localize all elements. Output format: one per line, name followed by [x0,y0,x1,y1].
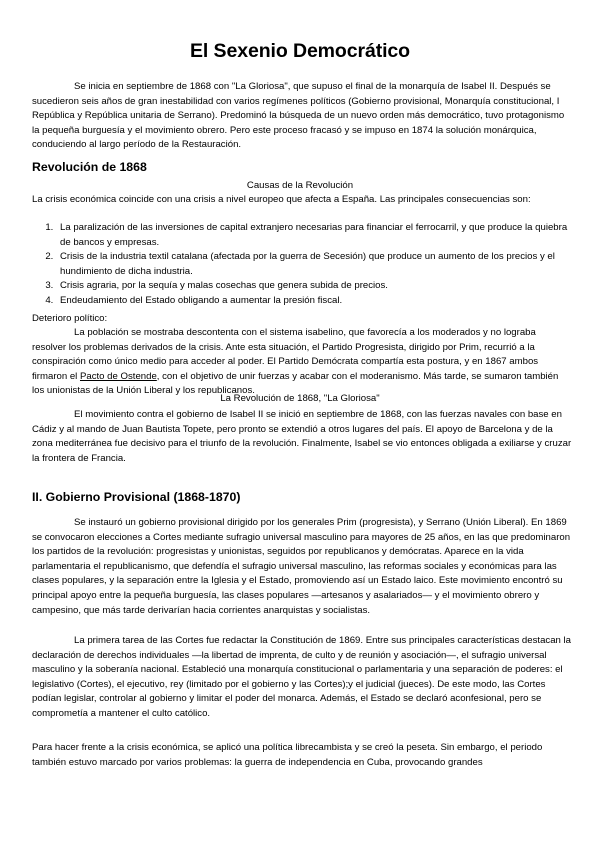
gloriosa-title: La Revolución de 1868, "La Gloriosa" [220,393,380,404]
gobierno-paragraph-1: Se instauró un gobierno provisional dirigido por los generales Prim (progresista), y Serrano (Unión Liberal). En 1869 se convocaron elecciones a Cortes mediante sufragio universal masculino para mayores de 25 años, en las que predominaron los partidos de la revolución: progresistas y unionistas, seguidos por republicanos y demócratas. Aparece en la vida parlamentaria el republicanismo, que defendía el sufragio universal masculino, las reformas sociales y económicas para las clases populares, y la separación entre la Iglesia y el Estado, promoviendo así un Estado laico. Este movimiento encontró su principal apoyo entre la pequeña burguesía, las clases populares —artesanos y asalariados— y el movimiento obrero y campesino, que más tarde derivarían hacia corrientes anarquistas y socialistas. [32,517,571,616]
pacto-ostende-link[interactable]: Pacto de Ostende [79,370,157,382]
intro-paragraph: Se inicia en septiembre de 1868 con "La Gloriosa", que supuso el final de la monarquía de Isabel II. Después se sucedieron seis años de gran inestabilidad con varios regímenes políticos (Gobierno provisional, Monarquía constitucional, I República y República unitaria de Serrano). Predominó la búsqueda de un nuevo orden más democrático, tuvo protagonismo la pequeña burguesía y el movimiento obrero. Pero este proceso fracasó y se impuso en 1874 la solución monárquica, conduciendo al largo período de la Restauración. [32,81,565,151]
section-heading-gobierno-provisional: II. Gobierno Provisional (1868-1870) [32,490,241,504]
list-item: 4. Endeudamiento del Estado obligando a aumentar la presión fiscal. [56,294,572,309]
list-item: 3. Crisis agraria, por la sequía y malas cosechas que genera subida de precios. [56,279,572,294]
deterioro-paragraph [32,326,572,399]
gobierno-paragraph-3: Para hacer frente a la crisis económica, se aplicó una política librecambista y se creó la peseta. Sin embargo, el periodo también estuvo marcado por varios problemas: la guerra de independencia en Cuba, provocando grandes [32,742,543,768]
causes-list [32,221,572,309]
causes-intro: La crisis económica coincide con una crisis a nivel europeo que afecta a España. Las principales consecuencias son: [32,194,531,205]
section-heading-revolucion: Revolución de 1868 [32,160,147,174]
gloriosa-paragraph: El movimiento contra el gobierno de Isabel II se inició en septiembre de 1868, con las fuerzas navales con base en Cádiz y al mando de Juan Bautista Topete, pero pronto se extendió a otros lugares del país. El apoyo de Barcelona y de la zona mediterránea fue decisivo para el triunfo de la revolución. Finalmente, Isabel se vio entonces obligada a exiliarse y cruzar la frontera de Francia. [32,409,572,464]
list-item: 2. Crisis de la industria textil catalana (afectada por la guerra de Secesión) que produce un aumento de los precios y el hundimiento de dicha industria. [56,250,572,279]
causes-title: Causas de la Revolución [246,180,354,191]
deterioro-text-before: La población se mostraba descontenta con el sistema isabelino, que favorecía a los moderados y no lograba resolver los problemas derivados de la crisis. Ante esta situación, el Partido Progresista, dirigido por Prim, recurrió a la conspiración como único medio para acceder al poder. El Partido Demócrata compartía esta postura, y en 1867 ambos firmaron el [32,327,539,382]
gobierno-paragraph-2: La primera tarea de las Cortes fue redactar la Constitución de 1869. Entre sus principales características destacan la declaración de derechos individuales —la libertad de imprenta, de culto y de reunión y asociación—, el sufragio universal masculino y la soberanía nacional. Estableció una monarquía constitucional o parlamentaria y una separación de poderes: el legislativo (Cortes), el ejecutivo, rey (limitado por el gobierno y las Cortes);y el judicial (jueces). De este modo, las Cortes podían legislar, controlar al gobierno y limitar el poder del monarca. Además, el Estado se declaró aconfesional, pero se comprometía a mantener el culto católico. [32,635,572,719]
deterioro-text-after: , con el objetivo de unir fuerzas y acabar con el moderanismo. Más tarde, se sumaron también los unionistas de la Unión Liberal y los republicanos. [32,370,559,397]
list-item: 1. La paralización de las inversiones de capital extranjero necesarias para financiar el ferrocarril, y que produce la quiebra de bancos y empresas. [56,221,572,250]
deterioro-label: Deterioro político: [32,313,108,324]
page-title: El Sexenio Democrático [190,40,410,62]
